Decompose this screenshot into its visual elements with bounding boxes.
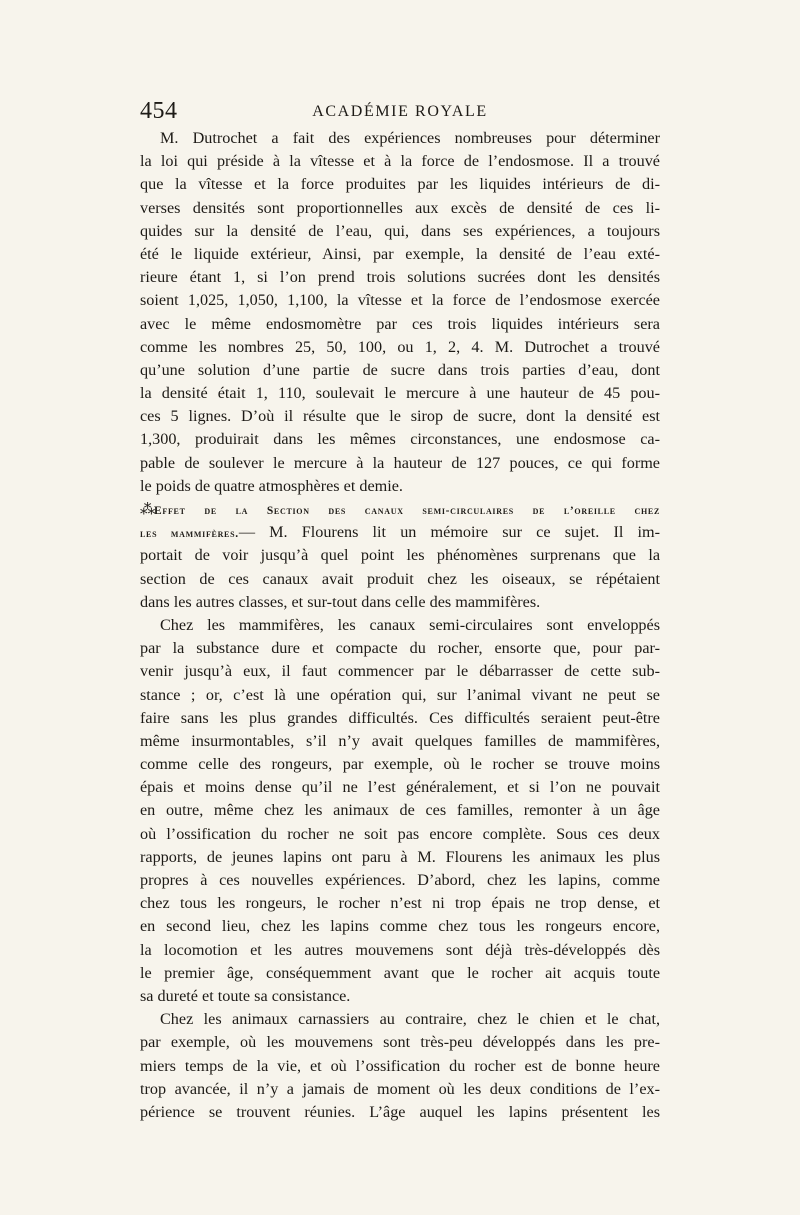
text-line: trop avancée, il n’y a jamais de moment où les deux conditions de l’ex- (140, 1079, 660, 1098)
section-heading-line (140, 498, 660, 521)
text-line: section de ces canaux avait produit chez les oiseaux, se répétaient (140, 569, 660, 588)
section-heading-title-end: les mammifères. (140, 528, 239, 541)
text-line: en outre, même chez les animaux de ces familles, remonter à un âge (140, 801, 660, 820)
text-line: qu’une solution d’une partie de sucre dans trois parties d’eau, dont (140, 360, 660, 379)
text-line: où l’ossification du rocher ne soit pas encore complète. Sous ces deux (140, 824, 660, 843)
text-line: pable de soulever le mercure à la hauteur de 127 pouces, ce qui forme (140, 453, 660, 472)
paragraph-dutrochet (140, 127, 660, 498)
text-line: en second lieu, chez les lapins comme chez tous les rongeurs encore, (140, 917, 660, 936)
text-line: 1,300, produirait dans les mêmes circonstances, une endosmose ca- (140, 430, 660, 449)
text-line: Chez les animaux carnassiers au contraire, chez le chien et le chat, (160, 1010, 660, 1029)
section-heading-text: — M. Flourens lit un mémoire sur ce sujet. Il im- (238, 523, 660, 542)
text-line: quides sur la densité de l’eau, qui, dans ses expériences, a toujours (140, 221, 660, 240)
paragraph-flourens-intro (140, 544, 660, 614)
text-line: périence se trouvent réunies. L’âge auquel les lapins présentent les (140, 1102, 660, 1121)
body-text (140, 127, 660, 1124)
page-number: 454 (140, 98, 178, 124)
text-line: venir jusqu’à eux, il faut commencer par le débarrasser de cette sub- (140, 662, 660, 681)
text-line: M. Dutrochet a fait des expériences nombreuses pour déterminer (160, 129, 660, 147)
section-heading-line-2 (140, 521, 660, 544)
text-line: portait de voir jusqu’à quel point les phénomènes surprenans que la (140, 546, 660, 565)
running-head: ACADÉMIE ROYALE (312, 103, 488, 120)
text-line: miers temps de la vie, et où l’ossification du rocher est de bonne heure (140, 1056, 660, 1075)
text-line: la densité était 1, 110, soulevait le mercure à une hauteur de 45 pou- (140, 384, 660, 403)
text-line: rapports, de jeunes lapins ont paru à M. Flourens les animaux les plus (140, 847, 660, 866)
text-line: même insurmontables, s’il n’y avait quelques familles de mammifères, (140, 731, 660, 750)
section-heading-title: Effet de la Section des canaux semi-circulaires de l’oreille chez (154, 505, 660, 517)
text-line: comme celle des rongeurs, par exemple, où le rocher se trouve moins (140, 755, 660, 774)
text-line: soient 1,025, 1,050, 1,100, la vîtesse et la force de l’endosmose exercée (140, 291, 660, 310)
text-line: le poids de quatre atmosphères et demie. (140, 476, 403, 495)
text-line: propres à ces nouvelles expériences. D’abord, chez les lapins, comme (140, 871, 660, 889)
text-line: par exemple, où les mouvemens sont très-peu développés dans les pre- (140, 1033, 660, 1052)
text-line: le premier âge, conséquemment avant que le rocher ait acquis toute (140, 963, 660, 982)
text-line: Chez les mammifères, les canaux semi-circulaires sont enveloppés (160, 615, 660, 634)
text-line: ces 5 lignes. D’où il résulte que le sirop de sucre, dont la densité est (140, 407, 660, 426)
section-heading (140, 498, 660, 544)
text-line: la locomotion et les autres mouvemens sont déjà très-développés dès (140, 940, 660, 959)
text-line: la loi qui préside à la vîtesse et à la force de l’endosmose. Il a trouvé (140, 152, 660, 171)
text-line: verses densités sont proportionnelles aux excès de densité de ces li- (140, 198, 660, 217)
paragraph-mammiferes (140, 614, 660, 1008)
page-header (140, 98, 660, 128)
paragraph-carnassiers (140, 1008, 660, 1124)
text-line: dans les autres classes, et sur-tout dans celle des mammifères. (140, 592, 541, 611)
marginal-mark-icon: ⁂ (140, 501, 156, 518)
text-line: avec le même endosmomètre par ces trois liquides intérieurs sera (140, 314, 660, 333)
text-line: rieure étant 1, si l’on prend trois solutions sucrées dont les densités (140, 268, 660, 287)
text-line: que la vîtesse et la force produites par les liquides intérieurs de di- (140, 175, 660, 194)
text-line: stance ; or, c’est là une opération qui, sur l’animal vivant ne peut se (140, 685, 660, 704)
text-line: épais et moins dense qu’il ne l’est généralement, et si l’on ne pouvait (140, 778, 660, 797)
text-line: été le liquide extérieur, Ainsi, par exemple, la densité de l’eau exté- (140, 244, 660, 263)
text-line: chez tous les rongeurs, le rocher n’est ni trop épais ne trop dense, et (140, 894, 660, 913)
text-line: comme les nombres 25, 50, 100, ou 1, 2, 4. M. Dutrochet a trouvé (140, 337, 660, 356)
text-line: sa dureté et toute sa consistance. (140, 986, 351, 1005)
text-line: par la substance dure et compacte du rocher, ensorte que, pour par- (140, 639, 660, 658)
text-line: faire sans les plus grandes difficultés. Ces difficultés seraient peut-être (140, 708, 660, 727)
